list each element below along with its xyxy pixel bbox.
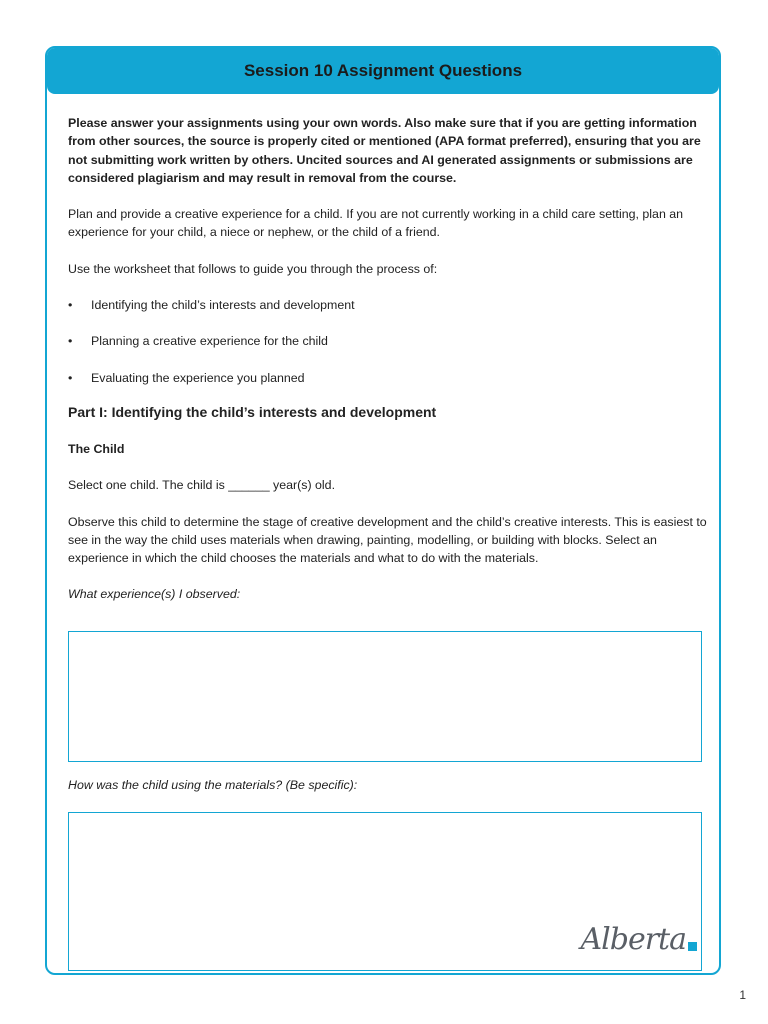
page-title: Session 10 Assignment Questions: [243, 61, 523, 80]
title-banner: [47, 48, 719, 94]
plagiarism-notice: Please answer your assignments using your own words. Also make sure that if you are getting information from other sources, the source is properly cited or mentioned (APA format preferred), ensuring that you are not submitting work written by others. Uncited sources and AI generated assignments or submissions are considered plagiarism and may result in removal from the course.: [68, 116, 701, 185]
part-one-heading: Part I: Identifying the child’s interests and development: [68, 403, 437, 420]
experience-answer-box[interactable]: [68, 631, 702, 762]
task-instructions: Plan and provide a creative experience for a child. If you are not currently working in a child care setting, plan an experience for your child, a niece or nephew, or the child of a friend.: [68, 207, 684, 240]
child-age-line: Select one child. The child is ______ year(s) old.: [68, 478, 336, 493]
process-list: [68, 296, 708, 387]
worksheet-content: [68, 114, 708, 604]
alberta-logo: [580, 922, 698, 957]
alberta-logo-wordmark: Alberta: [580, 922, 686, 957]
question-materials-use: How was the child using the materials? (Be specific):: [68, 778, 358, 792]
worksheet-instructions: Use the worksheet that follows to guide you through the process of:: [68, 261, 438, 276]
page-number: 1: [739, 988, 746, 1002]
question-experience-observed: What experience(s) I observed:: [68, 587, 241, 602]
list-item: • Evaluating the experience you planned: [68, 370, 305, 385]
worksheet-frame: [45, 46, 721, 975]
list-item: • Planning a creative experience for the child: [68, 334, 328, 349]
child-subheading: The Child: [68, 441, 125, 456]
list-item: • Identifying the child’s interests and development: [68, 298, 355, 313]
logo-square-icon: [688, 942, 697, 951]
observation-instructions: Observe this child to determine the stage of creative development and the child’s creative interests. This is easiest to see in the way the child uses materials when drawing, painting, modelling, or building with blocks. Select an experience in which the child chooses the materials and what to do with the materials.: [68, 514, 707, 566]
